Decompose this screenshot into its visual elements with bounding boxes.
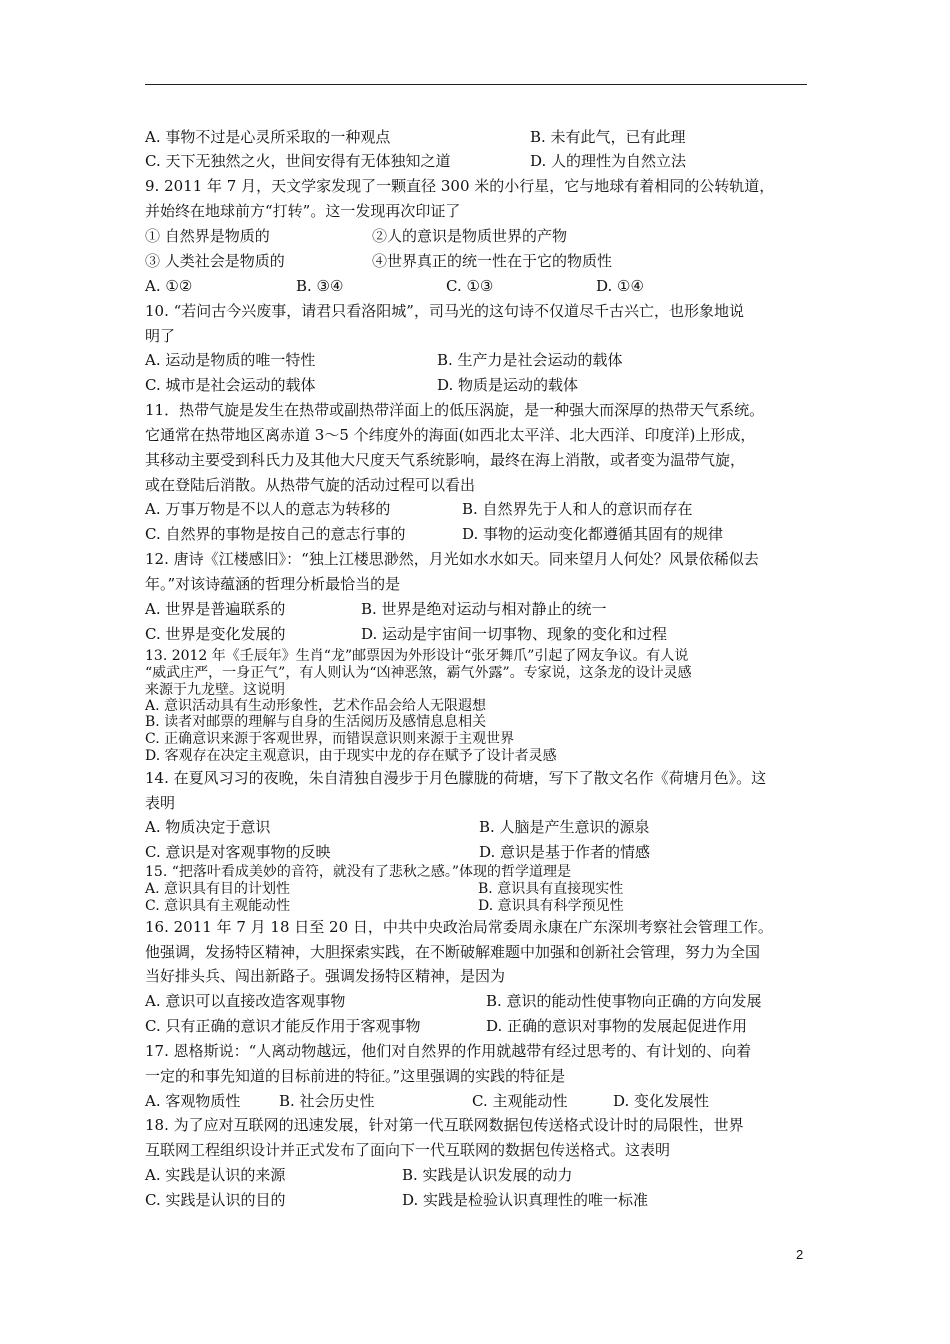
option-line: A. 运动是物质的唯一特性 [145, 351, 316, 369]
question-line: 17. 恩格斯说：“人离动物越远，他们对自然界的作用就越带有经过思考的、有计划的、向着 [145, 1042, 752, 1060]
option-line: C. 自然界的事物是按自己的意志行事的 [145, 525, 406, 543]
question-line: 并始终在地球前方“打转”。这一发现再次印证了 [145, 202, 461, 220]
option-line: D. 事物的运动变化都遵循其固有的规律 [462, 525, 724, 543]
question-line: 年。”对该诗蕴涵的哲理分析最恰当的是 [145, 575, 401, 593]
option-line: C. 世界是变化发展的 [145, 625, 286, 643]
statement-line: ④世界真正的统一性在于它的物质性 [372, 252, 613, 270]
statement-line: ②人的意识是物质世界的产物 [372, 227, 568, 245]
option-line: B. ③④ [296, 277, 344, 295]
option-line: C. 城市是社会运动的载体 [145, 376, 316, 394]
option-line: B. 社会历史性 [279, 1092, 375, 1110]
option-line: C. 主观能动性 [472, 1092, 568, 1110]
option-line: C. ①③ [446, 277, 494, 295]
question-line: 18. 为了应对互联网的迅速发展，针对第一代互联网数据包传送格式设计时的局限性，世界 [145, 1116, 744, 1134]
question-line: 它通常在热带地区离赤道 3～5 个纬度外的海面(如西北太平洋、北大西洋、印度洋)上形成， [145, 426, 756, 444]
statement-line: ③ 人类社会是物质的 [145, 252, 285, 270]
option-line: B. 未有此气，已有此理 [530, 128, 686, 146]
page-number: 2 [796, 1247, 804, 1262]
option-line: B. 实践是认识发展的动力 [402, 1166, 573, 1184]
question-line: 其移动主要受到科氏力及其他大尺度天气系统影响，最终在海上消散，或者变为温带气旋， [145, 451, 746, 469]
option-line: A. 意识具有目的计划性 [145, 881, 291, 897]
option-line: C. 实践是认识的目的 [145, 1191, 286, 1209]
question-line: 13. 2012 年《壬辰年》生肖“龙”邮票因为外形设计“张牙舞爪”引起了网友争议。有人说 [145, 648, 689, 664]
question-line: 表明 [145, 794, 176, 812]
option-line: A. 意识可以直接改造客观事物 [145, 992, 346, 1010]
option-line: C. 只有正确的意识才能反作用于客观事物 [145, 1017, 421, 1035]
question-line: 或在登陆后消散。从热带气旋的活动过程可以看出 [145, 476, 476, 494]
question-line: 12. 唐诗《江楼感旧》：“独上江楼思渺然，月光如水水如天。同来望月人何处？风景依稀似去 [145, 550, 759, 568]
question-line: 11．热带气旋是发生在热带或副热带洋面上的低压涡旋，是一种强大而深厚的热带天气系统。 [145, 401, 765, 419]
option-line: D. 客观存在决定主观意识，由于现实中龙的存在赋予了设计者灵感 [145, 748, 557, 764]
option-line: A. 物质决定于意识 [145, 818, 271, 836]
option-line: C. 天下无独然之火，世间安得有无体独知之道 [145, 152, 451, 170]
option-line: D. 实践是检验认识真理性的唯一标准 [402, 1191, 649, 1209]
option-line: A. 事物不过是心灵所采取的一种观点 [145, 128, 391, 146]
question-line: 来源于九龙壁。这说明 [145, 682, 285, 698]
question-line: 明了 [145, 327, 176, 345]
option-line: D. 物质是运动的载体 [437, 376, 579, 394]
option-line: A. 意识活动具有生动形象性，艺术作品会给人无限遐想 [145, 698, 487, 714]
question-line: 互联网工程组织设计并正式发布了面向下一代互联网的数据包传送格式。这表明 [145, 1141, 671, 1159]
option-line: B. 意识的能动性使事物向正确的方向发展 [486, 992, 762, 1010]
question-line: 16. 2011 年 7 月 18 日至 20 日，中共中央政治局常委周永康在广东深圳考察社会管理工作。 [145, 918, 773, 936]
question-line: 9. 2011 年 7 月，天文学家发现了一颗直径 300 米的小行星，它与地球有着相同的公转轨道， [145, 177, 775, 195]
question-line: “威武庄严，一身正气”，有人则认为“凶神恶煞，霸气外露”。专家说，这条龙的设计灵感 [145, 665, 692, 681]
question-line: 10. “若问古今兴废事，请君只看洛阳城”，司马光的这句诗不仅道尽千古兴亡，也形象地说 [145, 302, 744, 320]
option-line: B. 人脑是产生意识的源泉 [479, 818, 650, 836]
option-line: A. 世界是普遍联系的 [145, 600, 286, 618]
statement-line: ① 自然界是物质的 [145, 227, 270, 245]
option-line: D. 意识具有科学预见性 [478, 898, 624, 914]
header-rule [145, 84, 807, 85]
option-line: A. ①② [145, 277, 193, 295]
option-line: D. 变化发展性 [613, 1092, 710, 1110]
question-line: 14. 在夏风习习的夜晚，朱自清独自漫步于月色朦胧的荷塘，写下了散文名作《荷塘月色》。这 [145, 769, 767, 787]
option-line: A. 实践是认识的来源 [145, 1166, 286, 1184]
option-line: B. 读者对邮票的理解与自身的生活阅历及感情息息相关 [145, 714, 487, 730]
option-line: B. 自然界先于人和人的意识而存在 [462, 500, 693, 518]
option-line: D. 运动是宇宙间一切事物、现象的变化和过程 [361, 625, 668, 643]
option-line: D. 正确的意识对事物的发展起促进作用 [486, 1017, 748, 1035]
option-line: C. 意识是对客观事物的反映 [145, 843, 331, 861]
option-line: D. ①④ [596, 277, 644, 295]
option-line: B. 意识具有直接现实性 [478, 881, 624, 897]
option-line: C. 意识具有主观能动性 [145, 898, 291, 914]
option-line: A. 客观物质性 [145, 1092, 241, 1110]
option-line: D. 意识是基于作者的情感 [479, 843, 651, 861]
question-line: 当好排头兵、闯出新路子。强调发扬特区精神，是因为 [145, 967, 506, 985]
option-line: C. 正确意识来源于客观世界，而错误意识则来源于主观世界 [145, 731, 515, 747]
option-line: B. 生产力是社会运动的载体 [437, 351, 623, 369]
option-line: A. 万事万物是不以人的意志为转移的 [145, 500, 391, 518]
question-line: 一定的和事先知道的目标前进的特征。”这里强调的实践的特征是 [145, 1067, 566, 1085]
option-line: D. 人的理性为自然立法 [530, 152, 687, 170]
option-line: B. 世界是绝对运动与相对静止的统一 [361, 600, 607, 618]
question-line: 他强调，发扬特区精神，大胆探索实践，在不断破解难题中加强和创新社会管理，努力为全国 [145, 943, 761, 961]
question-line: 15. “把落叶看成美妙的音符，就没有了悲秋之感。”体现的哲学道理是 [145, 864, 572, 880]
